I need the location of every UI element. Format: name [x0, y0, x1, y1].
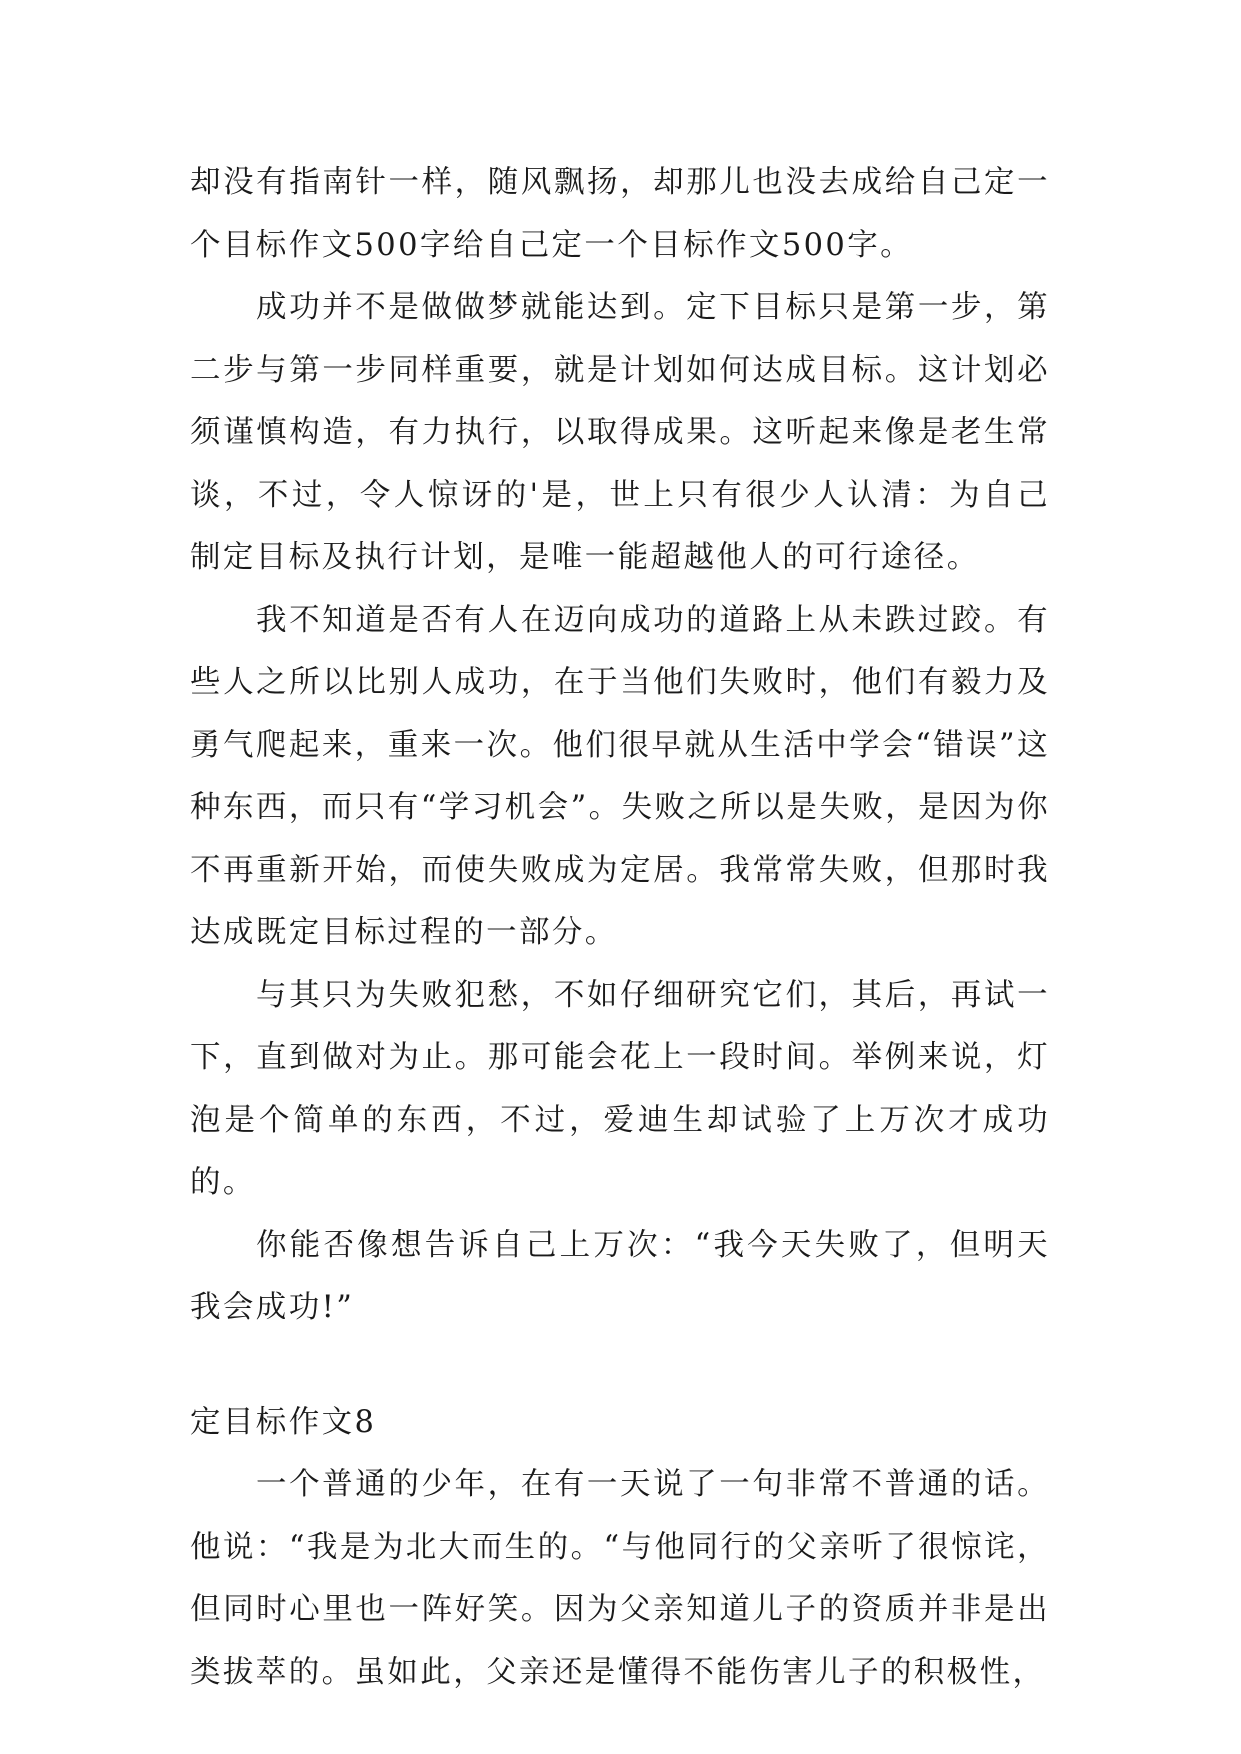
paragraph-continuation: 却没有指南针一样，随风飘扬，却那儿也没去成给自己定一个目标作文500字给自己定一个目标作文500字。 [190, 165, 1050, 263]
paragraph-peking-university: 一个普通的少年，在有一天说了一句非常不普通的话。他说：“我是为北大而生的。“与他同行的父亲听了很惊诧，但同时心里也一阵好笑。因为父亲知道儿子的资质并非是出类拔萃的。虽如此，父亲还是懂得不能伤害儿子的积极性， [190, 1467, 1050, 1690]
paragraph-planning: 成功并不是做做梦就能达到。定下目标只是第一步，第二步与第一步同样重要，就是计划如何达成目标。这计划必须谨慎构造，有力执行，以取得成果。这听起来像是老生常谈，不过，令人惊讶的'是，世上只有很少人认清：为自己制定目标及执行计划，是唯一能超越他人的可行途径。 [190, 290, 1050, 575]
paragraph-tomorrow: 你能否像想告诉自己上万次：“我今天失败了，但明天我会成功!” [190, 1227, 1050, 1325]
paragraph-failure: 我不知道是否有人在迈向成功的道路上从未跌过跤。有些人之所以比别人成功，在于当他们失败时，他们有毅力及勇气爬起来，重来一次。他们很早就从生活中学会“错误”这种东西，而只有“学习机会”。失败之所以是失败，是因为你不再重新开始，而使失败成为定居。我常常失败，但那时我达成既定目标过程的一部分。 [190, 602, 1050, 950]
document-page [190, 152, 1050, 1704]
paragraph-edison: 与其只为失败犯愁，不如仔细研究它们，其后，再试一下，直到做对为止。那可能会花上一段时间。举例来说，灯泡是个简单的东西，不过，爱迪生却试验了上万次才成功的。 [190, 977, 1050, 1200]
section-heading: 定目标作文8 [190, 1404, 377, 1440]
